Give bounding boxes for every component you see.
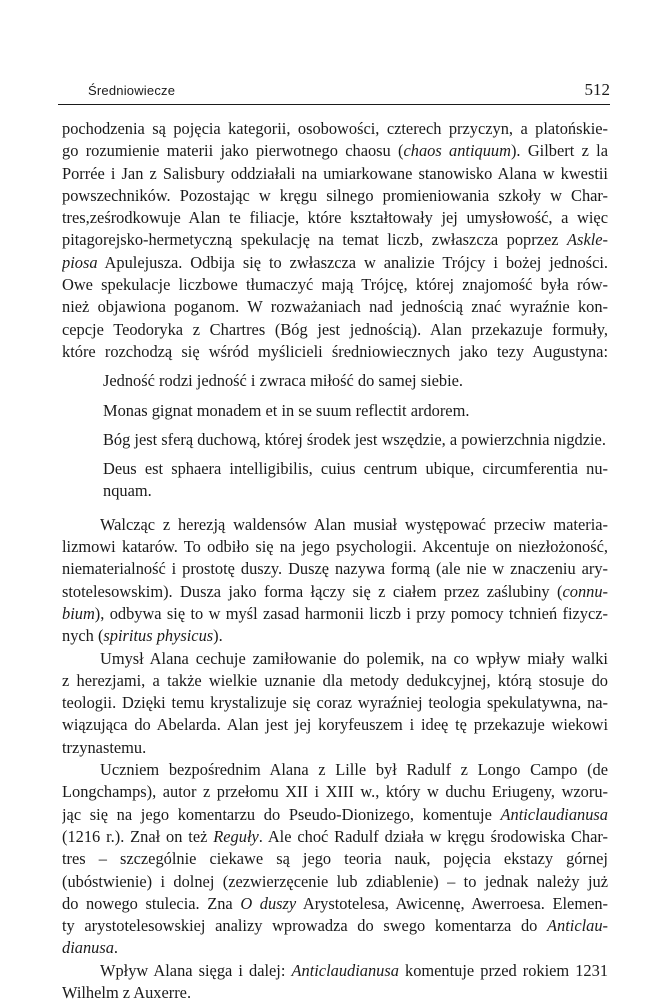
text-line: Walcząc z herezją waldensów Alan musiał występować przeciw materia- bbox=[100, 514, 608, 534]
text-line: piosa Apulejusza. Odbija się to zwłaszcza w analizie Trójcy i bożej jedności. bbox=[62, 252, 608, 272]
text-line: które rozchodzą się wśród myślicieli średniowiecznych jako tezy Augustyna: bbox=[62, 341, 608, 361]
text-line: (ubóstwienie) i dolnej (zezwierzęcenie lub zdiablenie) – to jednak należy już bbox=[62, 871, 608, 891]
text-line: teologii. Dzięki temu krystalizuje się coraz wyraźniej teologia spekulatywna, na- bbox=[62, 693, 608, 713]
text-line: Porrée i Jan z Salisbury oddziałali na umiarkowane stanowisko Alana w kwestii bbox=[62, 163, 608, 183]
text-line: Wpływ Alana sięga i dalej: Anticlaudianusa komentuje przed rokiem 1231 bbox=[100, 960, 608, 980]
header-rule bbox=[58, 104, 610, 105]
body-text bbox=[62, 118, 608, 1004]
text-line: tres – szczególnie ciekawe są jego teoria nauk, pojęcia ekstazy górnej bbox=[62, 849, 608, 869]
text-line: nych (spiritus physicus). bbox=[62, 626, 223, 646]
text-line: wiązująca do Abelarda. Alan jest jej koryfeuszem i ideę tę przekazuje wiekowi bbox=[62, 715, 608, 735]
text-line: (1216 r.). Znał on też Reguły. Ale choć Radulf działa w kręgu środowiska Char- bbox=[62, 826, 608, 846]
text-line: niematerialność i prostotę duszy. Duszę nazywa formą (ale nie w znaczeniu ary- bbox=[62, 559, 608, 579]
text-line: Umysł Alana cechuje zamiłowanie do polemik, na co wpływ miały walki bbox=[100, 648, 608, 668]
text-line: tres,ześrodkowuje Alan te filiacje, które kształtowały jej umysłowość, a więc bbox=[62, 208, 608, 228]
text-line: pochodzenia są pojęcia kategorii, osobowości, czterech przyczyn, a platońskie- bbox=[62, 119, 608, 138]
section-title: Średniowiecze bbox=[88, 83, 176, 98]
text-line: jąc się na jego komentarzu do Pseudo-Dionizego, komentuje Anticlaudianusa bbox=[62, 804, 608, 824]
text-line: nież objawiona poganom. W rozważaniach nad jednością znać wyraźnie kon- bbox=[62, 297, 608, 317]
text-line: powszechników. Pozostając w kręgu silnego promieniowania szkoły w Char- bbox=[62, 185, 608, 205]
text-line: go rozumienie materii jako pierwotnego chaosu (chaos antiquum). Gilbert z la bbox=[62, 141, 608, 161]
text-line: ty arystotelesowskiej analizy wprowadza do swego komentarza do Anticlau- bbox=[62, 916, 608, 936]
quote-line: Bóg jest sferą duchową, której środek jest wszędzie, a powierzchnia nigdzie. bbox=[103, 429, 606, 449]
text-line: Uczniem bezpośrednim Alana z Lille był Radulf z Longo Campo (de bbox=[100, 760, 608, 780]
text-line: dianusa. bbox=[62, 938, 119, 958]
quote-line: Jedność rodzi jedność i zwraca miłość do samej siebie. bbox=[103, 371, 464, 391]
text-line: Wilhelm z Auxerre. bbox=[62, 982, 192, 1002]
quote-line: nquam. bbox=[103, 481, 152, 501]
text-line: stotelesowskim). Dusza jako forma łączy się z ciałem przez zaślubiny (connu- bbox=[62, 581, 608, 601]
text-line: pitagorejsko-hermetyczną spekulację na temat liczb, zwłaszcza poprzez Askle- bbox=[62, 230, 608, 250]
text-line: do nowego stulecia. Zna O duszy Arystotelesa, Awicennę, Awerroesa. Elemen- bbox=[62, 893, 608, 913]
text-line: cepcje Teodoryka z Chartres (Bóg jest jednością). Alan przekazuje formuły, bbox=[62, 319, 608, 339]
text-line: lizmowi katarów. To odbiło się na jego psychologii. Akcentuje on niezłożoność, bbox=[62, 537, 608, 557]
page-number: 512 bbox=[584, 80, 610, 99]
text-line: trzynastemu. bbox=[62, 737, 147, 757]
text-line: bium), odbywa się to w myśl zasad harmonii liczb i przy pomocy tchnień fizycz- bbox=[62, 603, 608, 623]
text-line: Longchamps), autor z przełomu XII i XIII w., który w duchu Eriugeny, wzoru- bbox=[62, 782, 608, 802]
text-line: Owe spekulacje liczbowe tłumaczyć mają Trójcę, której znajomość była rów- bbox=[62, 275, 608, 295]
running-header bbox=[58, 80, 610, 104]
text-line: z herezjami, a także wielkie uznanie dla metody dedukcyjnej, którą stosuje do bbox=[62, 670, 608, 690]
quote-line: Deus est sphaera intelligibilis, cuius centrum ubique, circumferentia nu- bbox=[103, 459, 608, 479]
quote-line: Monas gignat monadem et in se suum reflectit ardorem. bbox=[103, 400, 470, 420]
